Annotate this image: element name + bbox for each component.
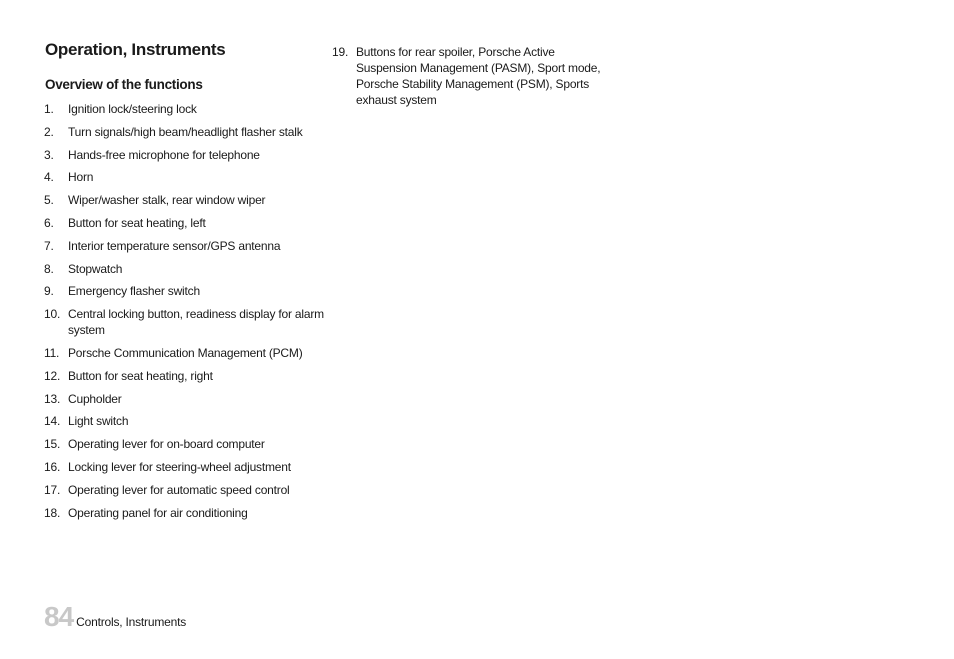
- item-number: 5.: [44, 193, 54, 208]
- item-number: 1.: [44, 102, 54, 116]
- item-text: Buttons for rear spoiler, Porsche Active Suspension Management (PASM), Sport mode, Porsche Stability Management (PSM), Sports exhaust system: [356, 45, 601, 107]
- item-number: 8.: [44, 261, 54, 276]
- item-number: 4.: [44, 170, 54, 185]
- item-number: 11.: [44, 345, 60, 360]
- item-text: Horn: [68, 170, 94, 185]
- item-text: Ignition lock/steering lock: [68, 102, 197, 116]
- list-item: [44, 306, 324, 338]
- page-footer: [44, 602, 186, 632]
- footer-section-label: Controls, Instruments: [76, 615, 186, 629]
- item-text: Operating lever for on-board computer: [68, 437, 265, 452]
- item-number: 16.: [44, 459, 61, 474]
- item-text: Light switch: [68, 414, 129, 429]
- item-text: Cupholder: [68, 391, 122, 406]
- list-item: [44, 413, 324, 429]
- item-number: 7.: [44, 238, 54, 253]
- list-item: [44, 459, 324, 475]
- item-text: Operating panel for air conditioning: [68, 505, 248, 520]
- item-text: Turn signals/high beam/headlight flasher stalk: [68, 124, 303, 139]
- item-number: 6.: [44, 215, 54, 230]
- list-item: [44, 124, 324, 140]
- item-text: Porsche Communication Management (PCM): [68, 345, 303, 360]
- item-number: 17.: [44, 482, 61, 497]
- list-item: [44, 261, 324, 277]
- item-number: 12.: [44, 368, 61, 383]
- item-text: Interior temperature sensor/GPS antenna: [68, 238, 281, 253]
- list-item: [44, 215, 324, 231]
- list-item: [44, 345, 324, 361]
- item-number: 18.: [44, 505, 61, 520]
- list-item: [44, 238, 324, 254]
- item-text: Locking lever for steering-wheel adjustment: [68, 459, 291, 474]
- item-number: 13.: [44, 391, 61, 406]
- list-item: [44, 147, 324, 163]
- item-number: 9.: [44, 284, 54, 299]
- list-item: [44, 505, 324, 521]
- item-text: Button for seat heating, left: [68, 215, 206, 230]
- page-title: Operation, Instruments: [45, 40, 226, 59]
- list-item: [44, 101, 324, 117]
- item-text: Hands-free microphone for telephone: [68, 147, 260, 162]
- list-item: [332, 44, 602, 108]
- item-text: Wiper/washer stalk, rear window wiper: [68, 193, 266, 208]
- item-number: 10.: [44, 307, 61, 322]
- item-text: Central locking button, readiness display for alarm system: [68, 307, 324, 338]
- item-text: Button for seat heating, right: [68, 368, 213, 383]
- item-number: 15.: [44, 437, 61, 452]
- list-item: [44, 482, 324, 498]
- functions-list-left: [44, 101, 324, 527]
- list-item: [44, 192, 324, 208]
- item-number: 2.: [44, 124, 54, 139]
- item-number: 19.: [332, 45, 349, 59]
- page-number: 84: [44, 601, 74, 632]
- list-item: [44, 169, 324, 185]
- list-item: [44, 436, 324, 452]
- item-number: 3.: [44, 147, 54, 162]
- section-title: Overview of the functions: [45, 77, 203, 92]
- list-item: [44, 283, 324, 299]
- functions-list-right: [332, 44, 602, 115]
- item-text: Emergency flasher switch: [68, 284, 200, 299]
- item-text: Operating lever for automatic speed control: [68, 482, 290, 497]
- list-item: [44, 391, 324, 407]
- item-text: Stopwatch: [68, 261, 123, 276]
- item-number: 14.: [44, 414, 61, 429]
- list-item: [44, 368, 324, 384]
